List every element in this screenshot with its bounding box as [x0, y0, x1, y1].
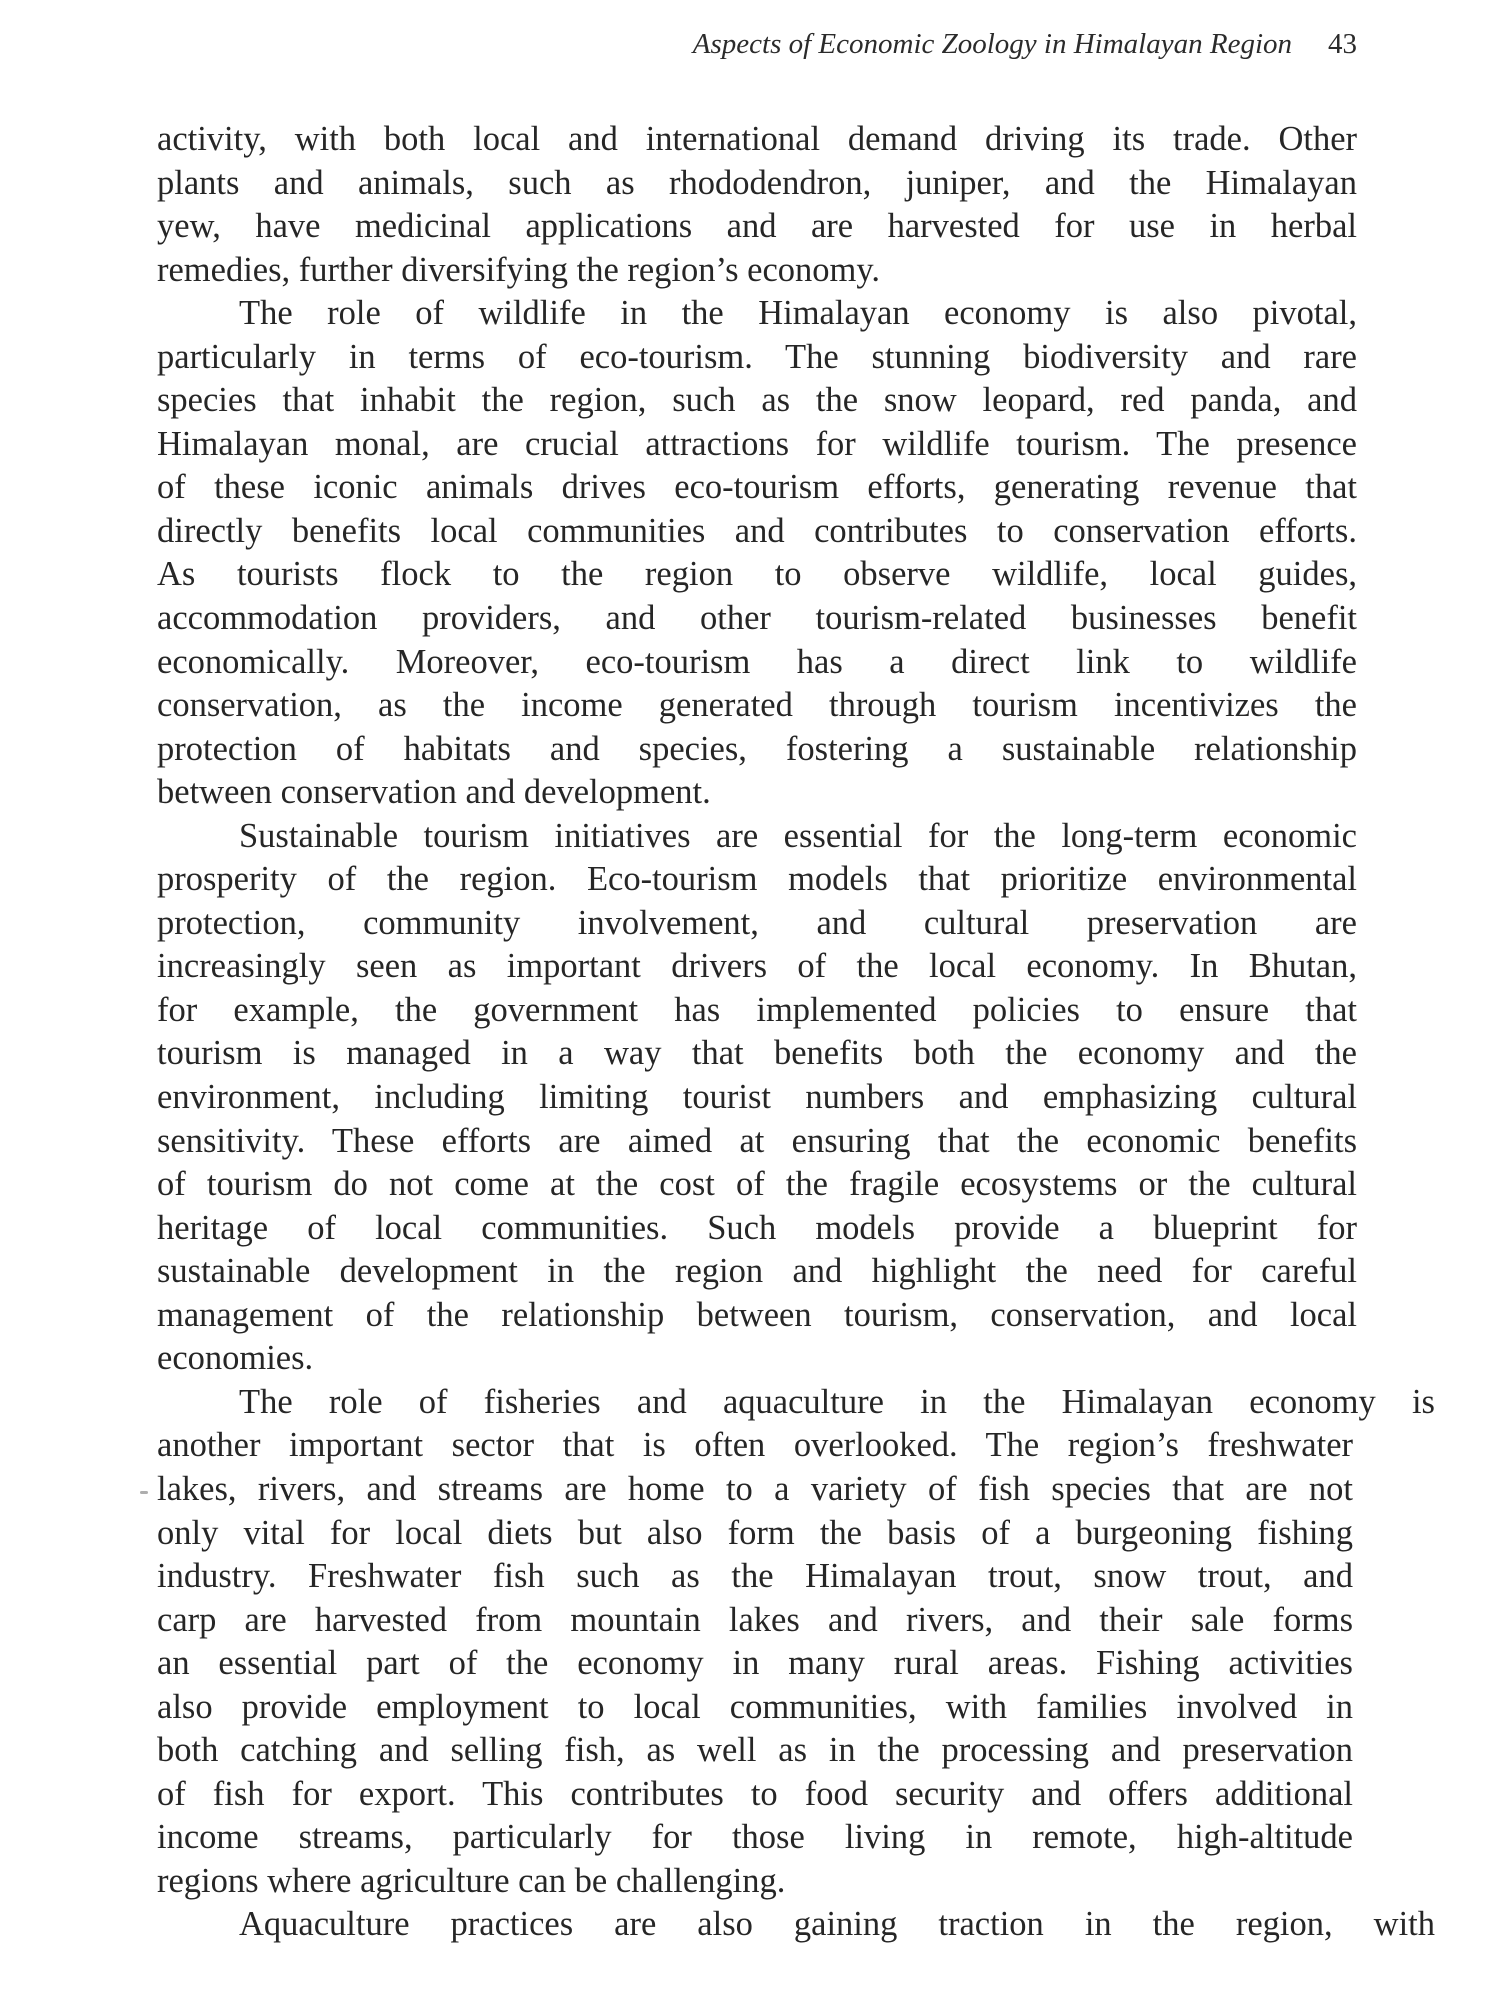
paragraph-fisheries: [157, 1381, 1435, 1904]
text-line: tourism is managed in a way that benefits both the economy and the: [157, 1034, 1357, 1073]
text-line: both catching and selling fish, as well as in the processing and preservation: [157, 1731, 1353, 1770]
text-line: The role of wildlife in the Himalayan economy is also pivotal,: [239, 294, 1357, 333]
text-line: conservation, as the income generated through tourism incentivizes the: [157, 686, 1357, 725]
text-line: yew, have medicinal applications and are harvested for use in herbal: [157, 207, 1357, 246]
text-line: remedies, further diversifying the region’s economy.: [157, 250, 881, 289]
text-line: prosperity of the region. Eco-tourism models that prioritize environmental: [157, 860, 1357, 899]
text-line: economies.: [157, 1339, 314, 1378]
text-line: sustainable development in the region and highlight the need for careful: [157, 1252, 1357, 1291]
running-header-title: Aspects of Economic Zoology in Himalayan Region: [692, 28, 1292, 60]
text-line: industry. Freshwater fish such as the Himalayan trout, snow trout, and: [157, 1557, 1353, 1596]
text-line: plants and animals, such as rhododendron, juniper, and the Himalayan: [157, 163, 1357, 202]
text-line: lakes, rivers, and streams are home to a variety of fish species that are not: [157, 1469, 1353, 1508]
text-line: for example, the government has implemented policies to ensure that: [157, 990, 1357, 1029]
text-line: As tourists flock to the region to observe wildlife, local guides,: [157, 555, 1357, 594]
text-line: protection, community involvement, and cultural preservation are: [157, 903, 1357, 942]
text-line: management of the relationship between tourism, conservation, and local: [157, 1295, 1357, 1334]
text-line: directly benefits local communities and contributes to conservation efforts.: [157, 511, 1357, 550]
text-line: another important sector that is often overlooked. The region’s freshwater: [157, 1426, 1353, 1465]
text-line: of tourism do not come at the cost of the fragile ecosystems or the cultural: [157, 1165, 1357, 1204]
paragraph-continuation: [157, 118, 1357, 292]
text-line: particularly in terms of eco-tourism. The stunning biodiversity and rare: [157, 337, 1357, 376]
paragraph-wildlife-ecotourism: [157, 292, 1357, 815]
text-line: Himalayan monal, are crucial attractions for wildlife tourism. The presence: [157, 424, 1357, 463]
page-number: 43: [1328, 28, 1357, 60]
text-line: activity, with both local and international demand driving its trade. Other: [157, 120, 1357, 158]
text-line: regions where agriculture can be challenging.: [157, 1861, 786, 1900]
text-line: heritage of local communities. Such models provide a blueprint for: [157, 1208, 1357, 1247]
text-line: carp are harvested from mountain lakes and rivers, and their sale forms: [157, 1600, 1353, 1639]
text-line: Aquaculture practices are also gaining traction in the region, with: [239, 1905, 1435, 1944]
text-line: protection of habitats and species, fostering a sustainable relationship: [157, 729, 1357, 768]
text-line: of fish for export. This contributes to food security and offers additional: [157, 1774, 1353, 1813]
text-line: sensitivity. These efforts are aimed at ensuring that the economic benefits: [157, 1121, 1357, 1160]
text-line: also provide employment to local communities, with families involved in: [157, 1687, 1353, 1726]
text-line: economically. Moreover, eco-tourism has a direct link to wildlife: [157, 642, 1357, 681]
paragraph-sustainable-tourism: [157, 815, 1357, 1381]
text-line: of these iconic animals drives eco-tourism efforts, generating revenue that: [157, 468, 1357, 507]
page-body: [157, 118, 1435, 1947]
text-line: environment, including limiting tourist numbers and emphasizing cultural: [157, 1078, 1357, 1117]
text-line: increasingly seen as important drivers of the local economy. In Bhutan,: [157, 947, 1357, 986]
paragraph-aquaculture: [157, 1903, 1435, 1947]
text-line: income streams, particularly for those living in remote, high-altitude: [157, 1818, 1353, 1857]
text-line: between conservation and development.: [157, 773, 711, 812]
scan-margin-mark: [140, 1491, 148, 1494]
running-header: [0, 24, 1357, 64]
text-line: accommodation providers, and other tourism-related businesses benefit: [157, 599, 1357, 638]
text-line: Sustainable tourism initiatives are essential for the long-term economic: [239, 816, 1357, 855]
text-line: only vital for local diets but also form the basis of a burgeoning fishing: [157, 1513, 1353, 1552]
text-line: species that inhabit the region, such as the snow leopard, red panda, and: [157, 381, 1357, 420]
text-line: an essential part of the economy in many rural areas. Fishing activities: [157, 1644, 1353, 1683]
text-line: The role of fisheries and aquaculture in the Himalayan economy is: [239, 1382, 1435, 1421]
